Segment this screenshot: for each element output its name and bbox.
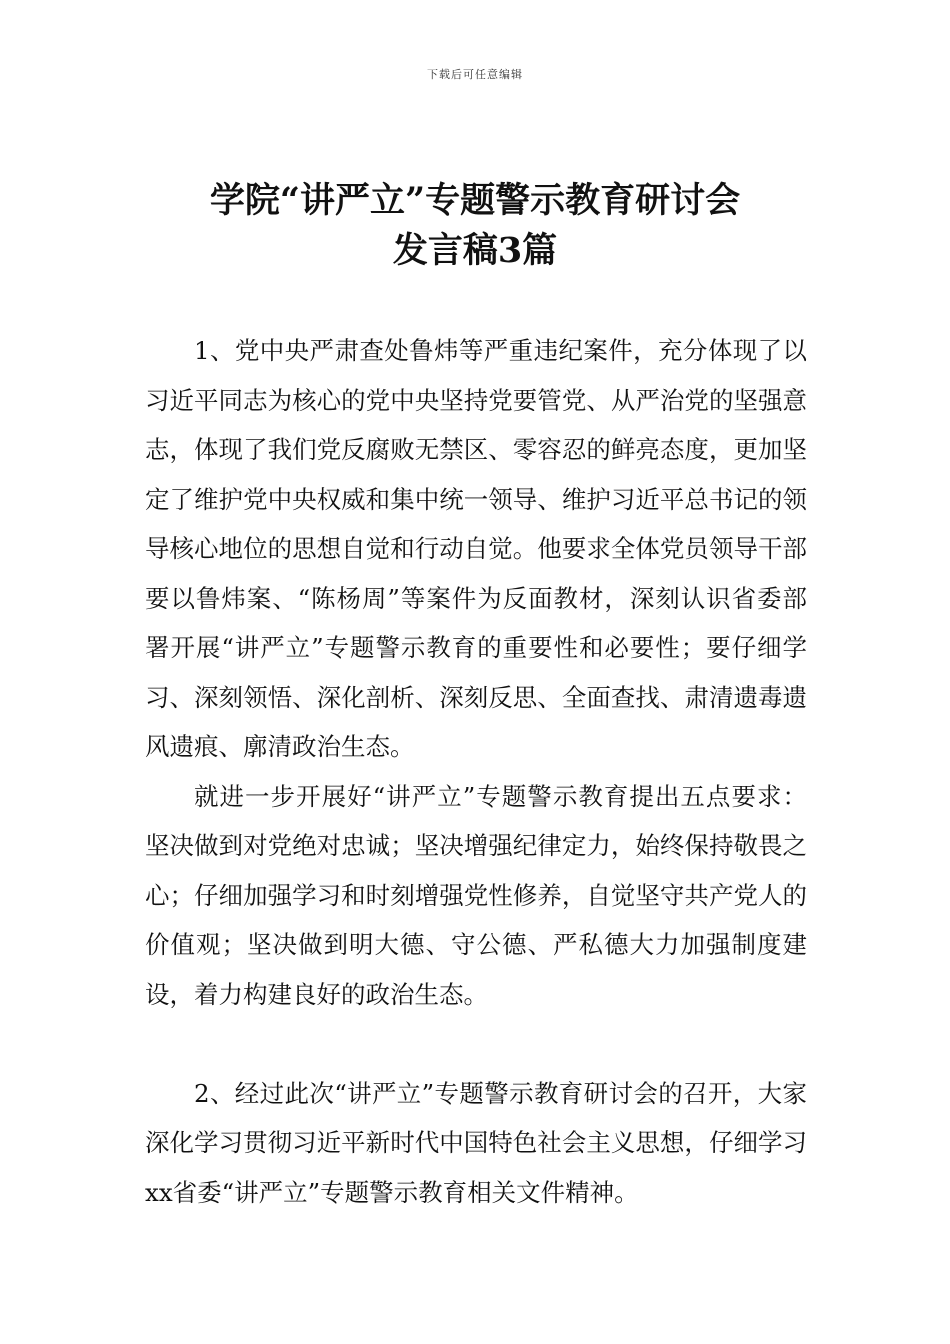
- document-body: [145, 326, 807, 1217]
- title-line-1: 学院“讲严立”专题警示教育研讨会: [209, 180, 741, 221]
- title-line-2: 发言稿3篇: [392, 230, 558, 271]
- header-note: 下载后可任意编辑: [427, 68, 523, 81]
- body-paragraph-3: 2、经过此次“讲严立”专题警示教育研讨会的召开，大家深化学习贯彻习近平新时代中国特色社会主义思想，仔细学习xx省委“讲严立”专题警示教育相关文件精神。: [145, 1078, 807, 1207]
- body-paragraph-1: 1、党中央严肃查处鲁炜等严重违纪案件，充分体现了以习近平同志为核心的党中央坚持党要管党、从严治党的坚强意志，体现了我们党反腐败无禁区、零容忍的鲜亮态度，更加坚定了维护党中央权威和集中统一领导、维护习近平总书记的领导核心地位的思想自觉和行动自觉。他要求全体党员领导干部要以鲁炜案、“陈杨周”等案件为反面教材，深刻认识省委部署开展“讲严立”专题警示教育的重要性和必要性；要仔细学习、深刻领悟、深化剖析、深刻反思、全面查找、肃清遗毒遗风遗痕、廓清政治生态。: [145, 336, 807, 761]
- document-title: [0, 176, 950, 276]
- body-paragraph-2: 就进一步开展好“讲严立”专题警示教育提出五点要求：坚决做到对党绝对忠诚；坚决增强纪律定力，始终保持敬畏之心；仔细加强学习和时刻增强党性修养，自觉坚守共产党人的价值观；坚决做到明大德、守公德、严私德大力加强制度建设，着力构建良好的政治生态。: [145, 781, 807, 1009]
